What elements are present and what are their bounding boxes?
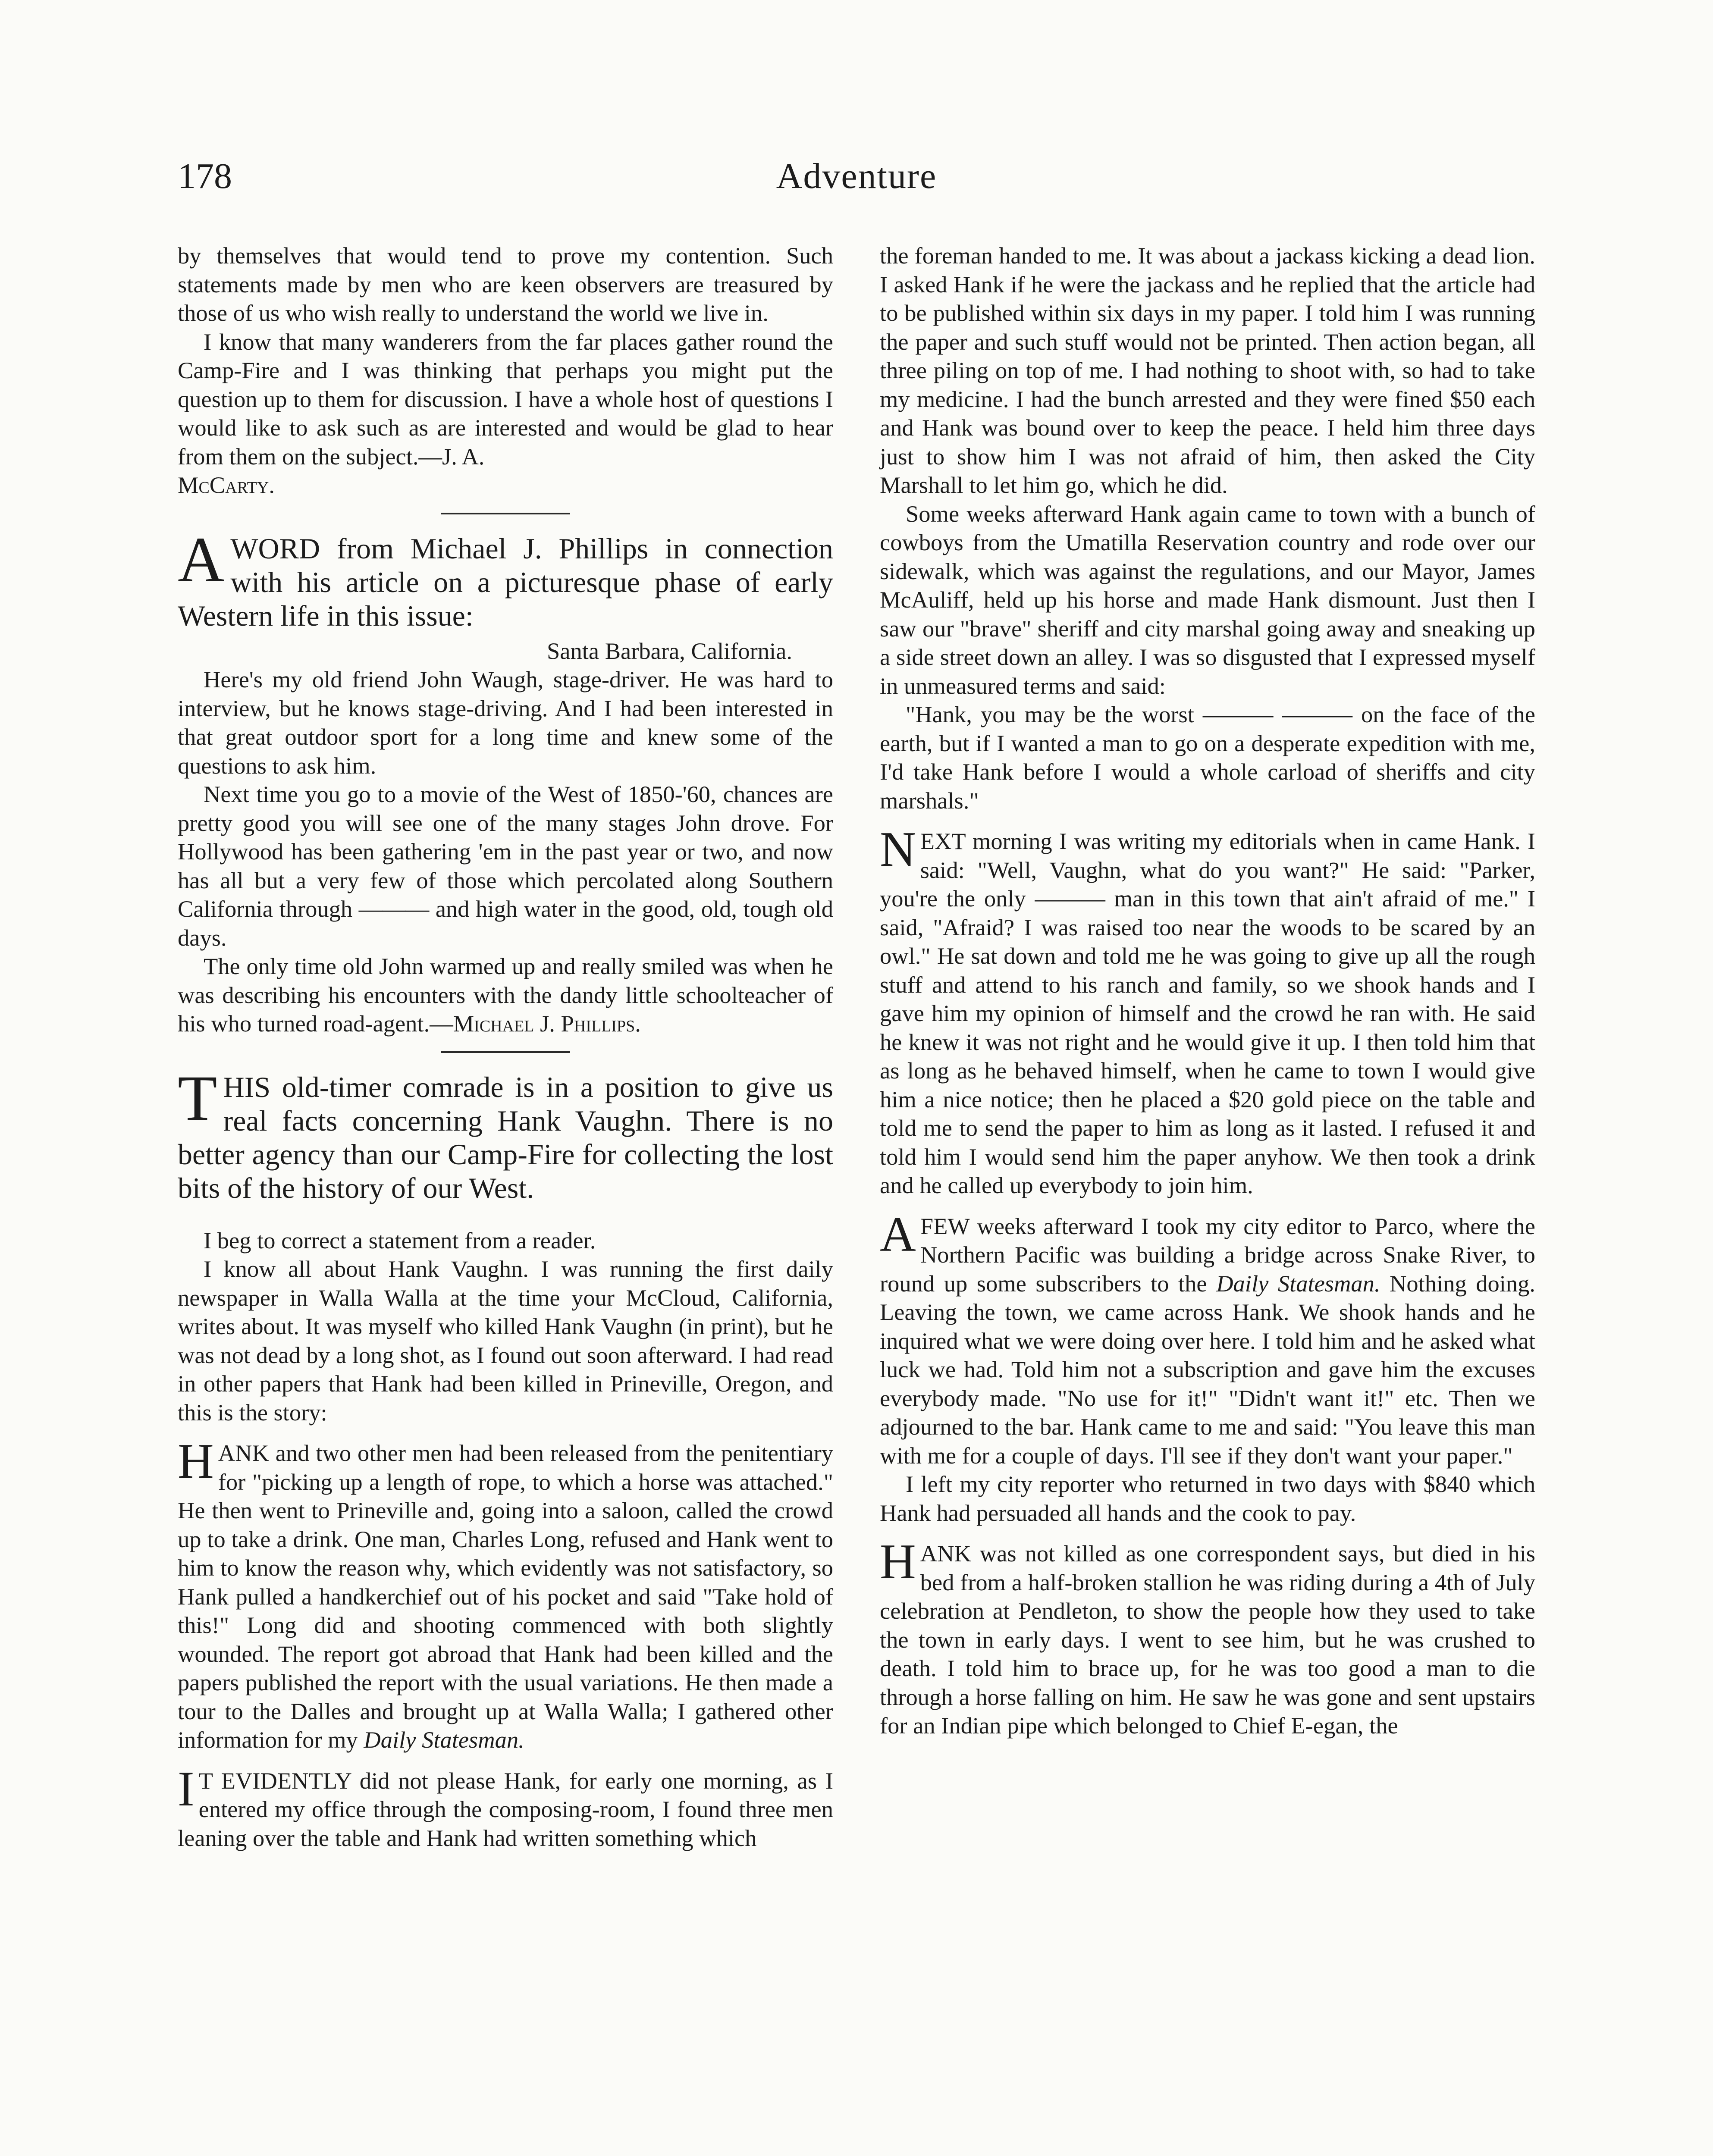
paragraph: by themselves that would tend to prove my contention. Such statements made by men who are keen observers are treasured by those of us who wish really to understand the world we live in. (178, 242, 833, 326)
drop-cap: A (178, 523, 225, 595)
page-header (178, 155, 1535, 207)
paragraph: The only time old John warmed up and really smiled was when he was describing his encounters with the dandy little schoolteacher of his who turned road-agent.—Michael J. Phillips. (178, 953, 833, 1037)
section-paragraph: NEXT morning I was writing my editorials when in came Hank. I said: "Well, Vaughn, what do you want?" He said: "Parker, you're the only ——— man in this town that ain't afraid of me." I said, "Afraid? I was raised too near the woods to be scared by an owl." He sat down and told me he was going to give up all the rough stuff and attend to his ranch and family, so we shook hands and I gave him my opinion of himself and the crowd he ran with. He said he knew it was not right and he would give it up. I then told him that as long as he behaved himself, when he came to town I would give him a nice notice; then he placed a $20 gold piece on the table and told me to send the paper to him as long as it lasted. I refused it and told him I would send him the paper anyhow. We then took a drink and he called up everybody to join him. (880, 822, 1535, 1198)
paragraph: I know that many wanderers from the far places gather round the Camp-Fire and I was thinking that perhaps you might put the question up to them for discussion. I have a whole host of questions I would like to ask such as are interested and would be glad to hear from them on the subject.—J. A. (178, 328, 833, 470)
section-divider (441, 1051, 570, 1053)
editor-intro: THIS old-timer comrade is in a position to give us real facts concerning Hank Vaughn. There is no better agency than our Camp-Fire for collecting the lost bits of the history of our West. (178, 1062, 833, 1204)
left-column (178, 241, 833, 1852)
drop-cap: I (178, 1761, 195, 1817)
paragraph: I know all about Hank Vaughn. I was running the first daily newspaper in Walla Walla at the time your McCloud, California, writes about. It was myself who killed Hank Vaughn (in print), but he was not dead by a long shot, as I found out soon afterward. I had read in other papers that Hank had been killed in Prineville, Oregon, and this is the story: (178, 1256, 833, 1426)
magazine-title: Adventure (776, 156, 937, 196)
paragraph: I left my city reporter who returned in two days with $840 which Hank had persuaded all hands and the cook to pay. (880, 1471, 1535, 1526)
right-column (880, 241, 1535, 1740)
drop-cap: T (178, 1062, 217, 1134)
drop-cap: H (880, 1534, 916, 1589)
drop-cap: A (880, 1206, 916, 1262)
signature-line (178, 471, 833, 500)
signature: McCarty. (178, 472, 275, 498)
drop-cap: H (178, 1434, 214, 1489)
paragraph: "Hank, you may be the worst ——— ——— on the face of the earth, but if I wanted a man to go on a desperate expedition with me, I'd take Hank before I would a whole carload of sheriffs and city marshals." (880, 701, 1535, 814)
paragraph: the foreman handed to me. It was about a jackass kicking a dead lion. I asked Hank if he were the jackass and he replied that the article had to be published within six days in my paper. I told him I was running the paper and such stuff would not be printed. Then action began, all three piling on top of me. I had nothing to shoot with, so had to take my medicine. I had the bunch arrested and they were fined $50 each and Hank was bound over to keep the peace. I held him three days just to show him I was not afraid of him, then asked the City Marshall to let him go, which he did. (880, 242, 1535, 498)
paragraph: Here's my old friend John Waugh, stage-driver. He was hard to interview, but he knows stage-driving. And I had been interested in that great outdoor sport for a long time and knew some of the questions to ask him. (178, 666, 833, 779)
paragraph: I beg to correct a statement from a reader. (204, 1227, 596, 1253)
section-paragraph: I T EVIDENTLY did not please Hank, for early one morning, as I entered my office through the composing-room, I found three men leaning over the table and Hank had written something which (178, 1761, 833, 1851)
paragraph: Some weeks afterward Hank again came to town with a bunch of cowboys from the Umatilla Reservation country and rode over our sidewalk, which was against the regulations, and our Mayor, James McAuliff, held up his horse and made Hank dismount. Just then I saw our "brave" sheriff and city marshal going away and sneaking up a side street down an alley. I was so disgusted that I expressed myself in unmeasured terms and said: (880, 500, 1535, 699)
paragraph: Next time you go to a movie of the West of 1850-'60, chances are pretty good you will see one of the many stages John drove. For Hollywood has been gathering 'em in the past year or two, and now has all but a very few of those which percolated along Southern California through ——— and high water in the good, old, tough old days. (178, 781, 833, 951)
drop-cap: N (880, 822, 916, 877)
section-paragraph: AFEW weeks afterward I took my city editor to Parco, where the Northern Pacific was building a bridge across Snake River, to round up some subscribers to the Daily Statesman. Nothing doing. Leaving the town, we came across Hank. We shook hands and he inquired what we were doing over here. I told him and he asked what luck we had. Told him not a subscription and gave him the excuses everybody made. "No use for it!" "Didn't want it!" etc. Then we adjourned to the bar. Hank came to me and said: "You leave this man with me for a couple of days. I'll see if they don't want your paper." (880, 1206, 1536, 1469)
section-paragraph: HANK was not killed as one correspondent says, but died in his bed from a half-broken stallion he was riding during a 4th of July celebration at Pendleton, to show the people how they used to take the town in early days. I went to see him, but he was crushed to death. I told him to brace up, for he was too good a man to die through a horse falling on him. He saw he was gone and sent upstairs for an Indian pipe which belonged to Chief E-egan, the (880, 1534, 1535, 1739)
section-divider (441, 513, 570, 514)
section-paragraph: HANK and two other men had been released from the penitentiary for "picking up a length of rope, to which a horse was attached." He then went to Prineville and, going into a saloon, called the crowd up to take a drink. One man, Charles Long, refused and Hank went to him to know the reason why, which evidently was not satisfactory, so Hank pulled a handkerchief out of his pocket and said "Take hold of this!" Long did and shooting commenced with both slightly wounded. The report got abroad that Hank had been killed and the papers published the report with the usual variations. He then made a tour to the Dalles and brought up at Walla Walla; I gathered other information for my Daily Statesman. (178, 1434, 833, 1753)
page-number: 178 (178, 156, 232, 196)
editor-intro: AWORD from Michael J. Phillips in connection with his article on a picturesque phase of early Western life in this issue: (178, 523, 833, 632)
signature: Michael J. Phillips. (453, 1010, 641, 1037)
dateline: Santa Barbara, California. (546, 637, 792, 664)
